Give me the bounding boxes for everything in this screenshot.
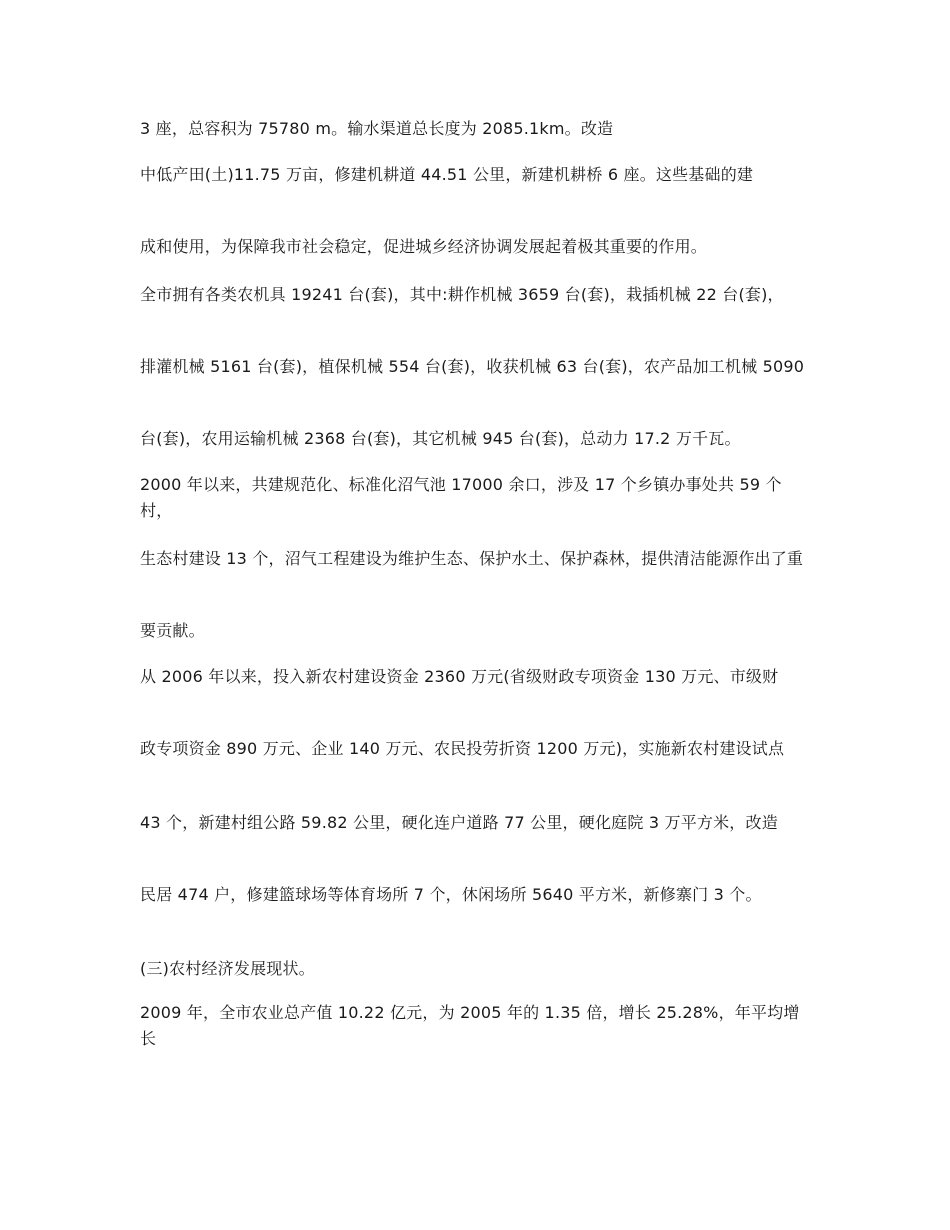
text-line-8: 生态村建设 13 个，沼气工程建设为维护生态、保护水土、保护森林，提供清洁能源作出了重 <box>140 549 804 568</box>
text-line-13: 民居 474 户，修建篮球场等体育场所 7 个，休闲场所 5640 平方米，新修寨门 3 个。 <box>140 885 762 904</box>
text-line-10: 从 2006 年以来，投入新农村建设资金 2360 万元(省级财政专项资金 130 万元、市级财 <box>140 667 779 686</box>
text-line-15: 2009 年，全市农业总产值 10.22 亿元，为 2005 年的 1.35 倍，增长 25.28%，年平均增长 <box>140 1003 800 1048</box>
text-line-4: 全市拥有各类农机具 19241 台(套)，其中:耕作机械 3659 台(套)，栽插机械 22 台(套)， <box>140 285 784 304</box>
text-line-2: 中低产田(土)11.75 万亩，修建机耕道 44.51 公里，新建机耕桥 6 座。这些基础的建 <box>140 165 754 184</box>
text-line-1: 3 座，总容积为 75780 m。输水渠道总长度为 2085.1km。改造 <box>140 119 614 138</box>
section-heading: (三)农村经济发展现状。 <box>140 959 315 978</box>
text-line-3: 成和使用，为保障我市社会稳定，促进城乡经济协调发展起着极其重要的作用。 <box>140 237 708 256</box>
text-line-12: 43 个，新建村组公路 59.82 公里，硬化连户道路 77 公里，硬化庭院 3 万平方米，改造 <box>140 813 778 832</box>
text-line-7: 2000 年以来，共建规范化、标准化沼气池 17000 余口，涉及 17 个乡镇办事处共 59 个村， <box>140 475 782 520</box>
text-line-11: 政专项资金 890 万元、企业 140 万元、农民投劳折资 1200 万元)，实施新农村建设试点 <box>140 739 785 758</box>
text-line-5: 排灌机械 5161 台(套)，植保机械 554 台(套)，收获机械 63 台(套)，农产品加工机械 5090 <box>140 357 805 376</box>
text-line-6: 台(套)，农用运输机械 2368 台(套)，其它机械 945 台(套)，总动力 17.2 万千瓦。 <box>140 429 741 448</box>
text-line-9: 要贡献。 <box>140 621 205 640</box>
